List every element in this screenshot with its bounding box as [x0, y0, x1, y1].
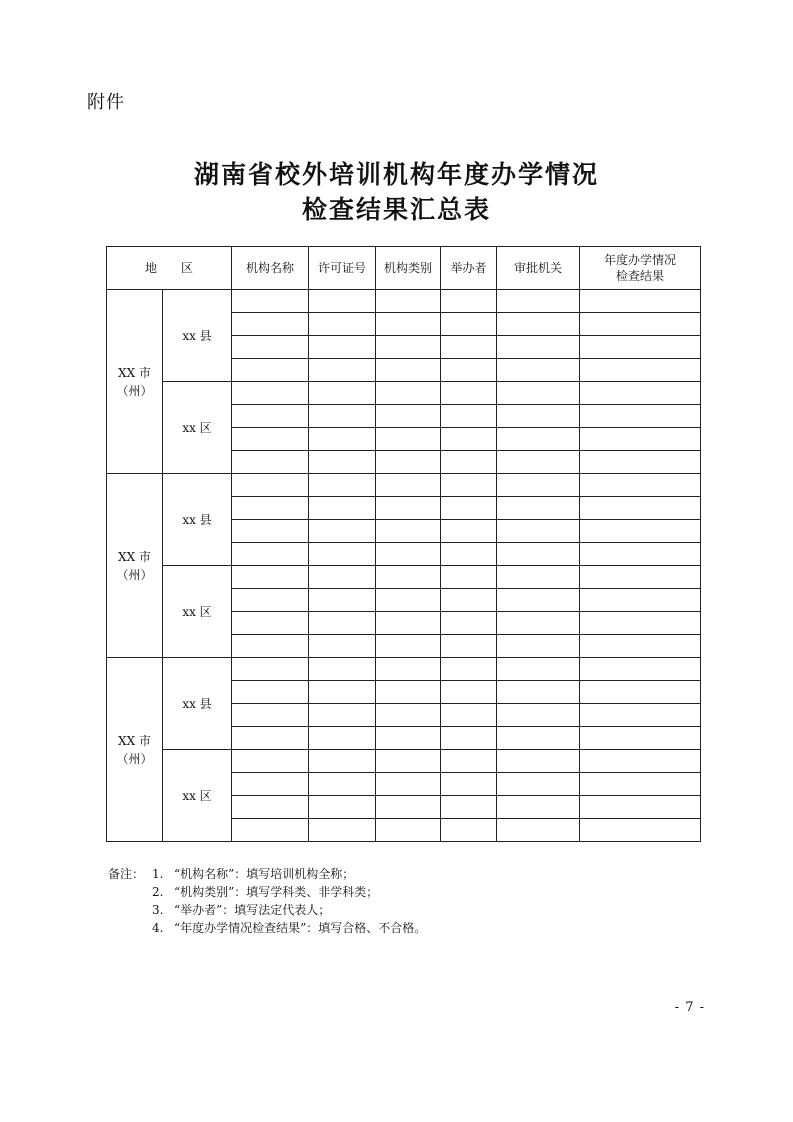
empty-cell[interactable]: [309, 474, 376, 497]
empty-cell[interactable]: [580, 612, 701, 635]
empty-cell[interactable]: [309, 773, 376, 796]
empty-cell[interactable]: [580, 428, 701, 451]
empty-cell[interactable]: [376, 382, 441, 405]
empty-cell[interactable]: [376, 658, 441, 681]
city-suffix: （州）: [116, 383, 153, 398]
empty-cell[interactable]: [580, 290, 701, 313]
empty-cell[interactable]: [309, 405, 376, 428]
empty-cell[interactable]: [232, 750, 309, 773]
empty-cell[interactable]: [580, 520, 701, 543]
empty-cell[interactable]: [497, 589, 580, 612]
empty-cell[interactable]: [376, 704, 441, 727]
empty-cell[interactable]: [309, 428, 376, 451]
empty-cell[interactable]: [376, 428, 441, 451]
empty-cell[interactable]: [309, 359, 376, 382]
table-row: [107, 566, 701, 589]
header-result: [580, 247, 701, 290]
empty-cell[interactable]: [232, 290, 309, 313]
empty-cell[interactable]: [232, 635, 309, 658]
empty-cell[interactable]: [232, 497, 309, 520]
empty-cell[interactable]: [376, 750, 441, 773]
city-name: XX 市: [118, 365, 151, 380]
empty-cell[interactable]: [376, 612, 441, 635]
empty-cell[interactable]: [497, 428, 580, 451]
empty-cell[interactable]: [497, 336, 580, 359]
empty-cell[interactable]: [497, 382, 580, 405]
empty-cell[interactable]: [376, 474, 441, 497]
page-title-line1: 湖南省校外培训机构年度办学情况: [193, 160, 599, 189]
empty-cell[interactable]: [441, 727, 497, 750]
empty-cell[interactable]: [497, 727, 580, 750]
empty-cell[interactable]: [309, 727, 376, 750]
empty-cell[interactable]: [232, 405, 309, 428]
empty-cell[interactable]: [441, 773, 497, 796]
city-cell: [107, 474, 163, 658]
city-suffix: （州）: [116, 567, 153, 582]
empty-cell[interactable]: [441, 497, 497, 520]
page-title-line2: 检查结果汇总表: [301, 195, 491, 224]
empty-cell[interactable]: [441, 428, 497, 451]
empty-cell[interactable]: [309, 313, 376, 336]
header-approval-authority: 审批机关: [497, 247, 580, 290]
empty-cell[interactable]: [309, 336, 376, 359]
empty-cell[interactable]: [232, 727, 309, 750]
empty-cell[interactable]: [580, 750, 701, 773]
empty-cell[interactable]: [580, 313, 701, 336]
empty-cell[interactable]: [376, 566, 441, 589]
empty-cell[interactable]: [232, 566, 309, 589]
header-sponsor: 举办者: [441, 247, 497, 290]
empty-cell[interactable]: [497, 451, 580, 474]
empty-cell[interactable]: [497, 658, 580, 681]
empty-cell[interactable]: [376, 681, 441, 704]
empty-cell[interactable]: [309, 451, 376, 474]
city-name: XX 市: [118, 549, 151, 564]
header-license-no: 许可证号: [309, 247, 376, 290]
empty-cell[interactable]: [232, 336, 309, 359]
empty-cell[interactable]: [376, 520, 441, 543]
empty-cell[interactable]: [232, 428, 309, 451]
empty-cell[interactable]: [232, 681, 309, 704]
empty-cell[interactable]: [580, 566, 701, 589]
empty-cell[interactable]: [441, 543, 497, 566]
empty-cell[interactable]: [376, 313, 441, 336]
notes-section: [108, 865, 426, 937]
empty-cell[interactable]: [497, 405, 580, 428]
empty-cell[interactable]: [232, 543, 309, 566]
city-name: XX 市: [118, 733, 151, 748]
empty-cell[interactable]: [309, 704, 376, 727]
empty-cell[interactable]: [497, 520, 580, 543]
empty-cell[interactable]: [309, 681, 376, 704]
empty-cell[interactable]: [580, 635, 701, 658]
empty-cell[interactable]: [232, 773, 309, 796]
empty-cell[interactable]: [376, 635, 441, 658]
empty-cell[interactable]: [497, 359, 580, 382]
empty-cell[interactable]: [376, 727, 441, 750]
empty-cell[interactable]: [441, 451, 497, 474]
empty-cell[interactable]: [497, 704, 580, 727]
empty-cell[interactable]: [497, 474, 580, 497]
empty-cell[interactable]: [580, 589, 701, 612]
empty-cell[interactable]: [497, 796, 580, 819]
empty-cell[interactable]: [232, 382, 309, 405]
note-number: 2.: [152, 885, 164, 899]
city-suffix: （州）: [116, 751, 153, 766]
district-cell: xx 区: [163, 566, 232, 658]
empty-cell[interactable]: [441, 681, 497, 704]
empty-cell[interactable]: [497, 290, 580, 313]
page-number: - 7 -: [674, 1000, 705, 1015]
empty-cell[interactable]: [441, 635, 497, 658]
header-result-line1: 年度办学情况: [604, 253, 677, 267]
empty-cell[interactable]: [497, 819, 580, 842]
attachment-label: 附件: [87, 92, 125, 113]
summary-table: [106, 246, 701, 842]
empty-cell[interactable]: [580, 451, 701, 474]
county-cell: xx 县: [163, 658, 232, 750]
note-number: 1.: [152, 867, 164, 881]
empty-cell[interactable]: [441, 566, 497, 589]
header-row: [107, 247, 701, 290]
empty-cell[interactable]: [580, 382, 701, 405]
empty-cell[interactable]: [376, 405, 441, 428]
empty-cell[interactable]: [580, 796, 701, 819]
note-text: “机构类别”：填写学科类、非学科类；: [174, 885, 379, 899]
empty-cell[interactable]: [309, 819, 376, 842]
note-number: 4.: [152, 921, 164, 935]
empty-cell[interactable]: [497, 635, 580, 658]
empty-cell[interactable]: [580, 336, 701, 359]
empty-cell[interactable]: [232, 704, 309, 727]
empty-cell[interactable]: [309, 589, 376, 612]
empty-cell[interactable]: [376, 543, 441, 566]
empty-cell[interactable]: [580, 819, 701, 842]
empty-cell[interactable]: [232, 313, 309, 336]
city-cell: [107, 658, 163, 842]
empty-cell[interactable]: [376, 796, 441, 819]
empty-cell[interactable]: [376, 497, 441, 520]
empty-cell[interactable]: [376, 589, 441, 612]
empty-cell[interactable]: [309, 612, 376, 635]
empty-cell[interactable]: [309, 497, 376, 520]
empty-cell[interactable]: [441, 796, 497, 819]
empty-cell[interactable]: [497, 681, 580, 704]
empty-cell[interactable]: [376, 290, 441, 313]
empty-cell[interactable]: [309, 796, 376, 819]
empty-cell[interactable]: [441, 382, 497, 405]
empty-cell[interactable]: [309, 382, 376, 405]
empty-cell[interactable]: [309, 290, 376, 313]
empty-cell[interactable]: [376, 359, 441, 382]
note-text: “年度办学情况检查结果”：填写合格、不合格。: [174, 921, 427, 935]
table-row: [107, 750, 701, 773]
empty-cell[interactable]: [232, 819, 309, 842]
empty-cell[interactable]: [497, 750, 580, 773]
empty-cell[interactable]: [497, 543, 580, 566]
county-cell: xx 县: [163, 290, 232, 382]
empty-cell[interactable]: [580, 359, 701, 382]
empty-cell[interactable]: [441, 750, 497, 773]
empty-cell[interactable]: [441, 336, 497, 359]
empty-cell[interactable]: [309, 520, 376, 543]
empty-cell[interactable]: [441, 474, 497, 497]
empty-cell[interactable]: [580, 704, 701, 727]
empty-cell[interactable]: [376, 336, 441, 359]
header-org-type: 机构类别: [376, 247, 441, 290]
empty-cell[interactable]: [580, 727, 701, 750]
empty-cell[interactable]: [309, 566, 376, 589]
empty-cell[interactable]: [309, 635, 376, 658]
empty-cell[interactable]: [580, 405, 701, 428]
empty-cell[interactable]: [232, 359, 309, 382]
district-cell: xx 区: [163, 750, 232, 842]
notes-lead: 备注：: [108, 867, 145, 881]
empty-cell[interactable]: [441, 819, 497, 842]
empty-cell[interactable]: [441, 520, 497, 543]
note-text: “机构名称”：填写培训机构全称；: [174, 867, 355, 881]
empty-cell[interactable]: [232, 451, 309, 474]
table-row: [107, 290, 701, 313]
note-text: “举办者”：填写法定代表人；: [174, 903, 331, 917]
table-row: [107, 474, 701, 497]
empty-cell[interactable]: [309, 543, 376, 566]
empty-cell[interactable]: [441, 359, 497, 382]
empty-cell[interactable]: [497, 773, 580, 796]
header-region: 地 区: [107, 247, 232, 290]
table-row: [107, 658, 701, 681]
empty-cell[interactable]: [441, 658, 497, 681]
header-org-name: 机构名称: [232, 247, 309, 290]
empty-cell[interactable]: [232, 520, 309, 543]
header-result-line2: 检查结果: [616, 269, 665, 283]
note-number: 3.: [152, 903, 164, 917]
empty-cell[interactable]: [497, 566, 580, 589]
empty-cell[interactable]: [580, 658, 701, 681]
empty-cell[interactable]: [309, 750, 376, 773]
empty-cell[interactable]: [232, 796, 309, 819]
empty-cell[interactable]: [497, 497, 580, 520]
district-cell: xx 区: [163, 382, 232, 474]
empty-cell[interactable]: [580, 681, 701, 704]
empty-cell[interactable]: [580, 543, 701, 566]
empty-cell[interactable]: [376, 819, 441, 842]
empty-cell[interactable]: [580, 773, 701, 796]
empty-cell[interactable]: [580, 497, 701, 520]
table-row: [107, 382, 701, 405]
empty-cell[interactable]: [441, 612, 497, 635]
empty-cell[interactable]: [376, 451, 441, 474]
empty-cell[interactable]: [497, 313, 580, 336]
empty-cell[interactable]: [232, 589, 309, 612]
empty-cell[interactable]: [441, 313, 497, 336]
city-cell: [107, 290, 163, 474]
empty-cell[interactable]: [376, 773, 441, 796]
empty-cell[interactable]: [232, 612, 309, 635]
empty-cell[interactable]: [441, 704, 497, 727]
empty-cell[interactable]: [309, 658, 376, 681]
empty-cell[interactable]: [441, 405, 497, 428]
empty-cell[interactable]: [441, 290, 497, 313]
empty-cell[interactable]: [232, 474, 309, 497]
empty-cell[interactable]: [232, 658, 309, 681]
county-cell: xx 县: [163, 474, 232, 566]
empty-cell[interactable]: [441, 589, 497, 612]
empty-cell[interactable]: [580, 474, 701, 497]
empty-cell[interactable]: [497, 612, 580, 635]
